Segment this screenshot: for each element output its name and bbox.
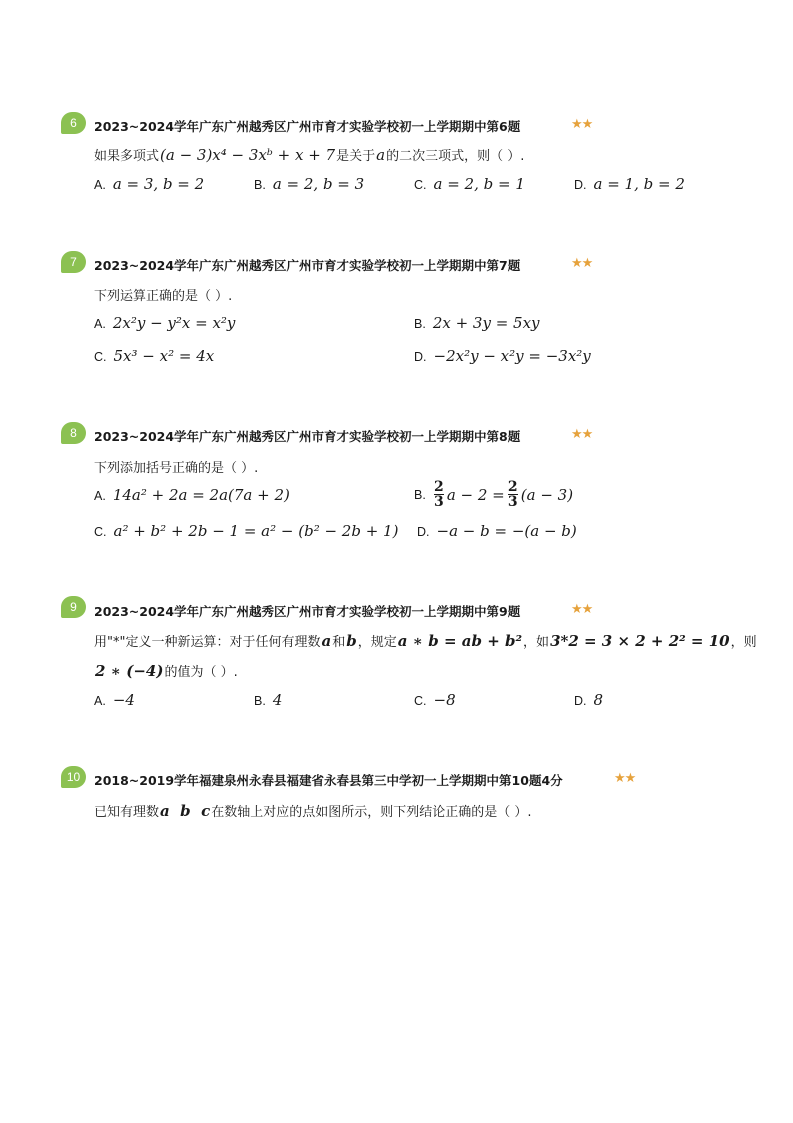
question-stem: 下列添加括号正确的是（ ）.	[94, 461, 259, 476]
difficulty-stars: ★★	[571, 117, 593, 132]
question-stem: 已知有理数 a b c 在数轴上对应的点如图所示，则下列结论正确的是（ ）.	[94, 802, 532, 820]
option-d[interactable]: D. 8	[574, 691, 604, 709]
option-a[interactable]: A. 2x²y − y²x = x²y	[94, 314, 236, 332]
option-c[interactable]: C. −8	[414, 691, 456, 709]
question-source: 2018~2019学年福建泉州永春县福建省永春县第三中学初一上学期期中第10题4分	[94, 773, 563, 788]
option-a[interactable]: A. −4	[94, 691, 135, 709]
option-c[interactable]: C. a² + b² + 2b − 1 = a² − (b² − 2b + 1)	[94, 522, 399, 540]
question-source: 2023~2024学年广东广州越秀区广州市育才实验学校初一上学期期中第6题	[94, 119, 521, 134]
question-number-badge: 10	[61, 766, 86, 788]
question-source: 2023~2024学年广东广州越秀区广州市育才实验学校初一上学期期中第9题	[94, 604, 521, 619]
option-d[interactable]: D. −a − b = −(a − b)	[417, 522, 577, 540]
option-c[interactable]: C. 5x³ − x² = 4x	[94, 347, 215, 365]
option-d[interactable]: D. a = 1, b = 2	[574, 175, 685, 193]
difficulty-stars: ★★	[571, 256, 593, 271]
option-b[interactable]: B. 2x + 3y = 5xy	[414, 314, 540, 332]
question-stem-line-2: 2 ∗ (−4) 的值为（ ）.	[95, 662, 238, 680]
fraction: $\frac{2}{3}$	[433, 479, 444, 510]
question-number-badge: 8	[61, 422, 86, 444]
question-number-badge: 7	[61, 251, 86, 273]
question-number-badge: 6	[61, 112, 86, 134]
difficulty-stars: ★★	[571, 427, 593, 442]
option-b[interactable]: B. 4	[254, 691, 283, 709]
option-d[interactable]: D. −2x²y − x²y = −3x²y	[414, 347, 591, 365]
question-source: 2023~2024学年广东广州越秀区广州市育才实验学校初一上学期期中第7题	[94, 258, 521, 273]
difficulty-stars: ★★	[614, 771, 636, 786]
option-a[interactable]: A. 14a² + 2a = 2a(7a + 2)	[94, 486, 290, 504]
question-source: 2023~2024学年广东广州越秀区广州市育才实验学校初一上学期期中第8题	[94, 429, 521, 444]
question-stem: 如果多项式 (a − 3)x⁴ − 3xᵇ + x + 7 是关于 a 的二次三项式，则（ ）.	[94, 146, 525, 164]
difficulty-stars: ★★	[571, 602, 593, 617]
option-b[interactable]: B. $\frac{2}{3}$ a − 2 = $\frac{2}{3}$ (a − 3)	[414, 479, 574, 510]
option-a[interactable]: A. a = 3, b = 2	[94, 175, 205, 193]
option-c[interactable]: C. a = 2, b = 1	[414, 175, 525, 193]
question-number-badge: 9	[61, 596, 86, 618]
question-stem: 下列运算正确的是（ ）.	[94, 289, 233, 304]
option-b[interactable]: B. a = 2, b = 3	[254, 175, 365, 193]
fraction: $\frac{2}{3}$	[507, 479, 518, 510]
question-stem-line-1: 用"*"定义一种新运算：对于任何有理数 a 和 b ，规定 a ∗ b = ab + b² ，如 3*2 = 3 × 2 + 2² = 10 ，则	[94, 632, 757, 650]
